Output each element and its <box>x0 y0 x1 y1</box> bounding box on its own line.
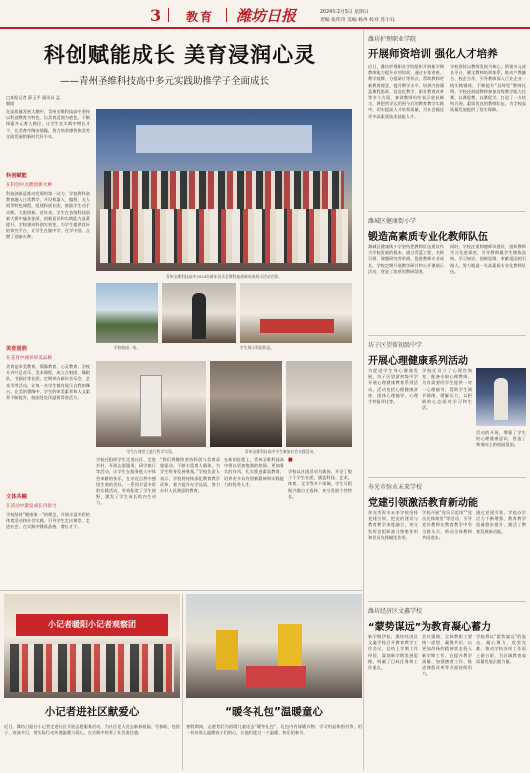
divider-4 <box>368 601 526 602</box>
gift-boxes <box>246 666 306 688</box>
kicker-health-street: 潍城区健康街小学 <box>368 218 417 225</box>
text-little-reporters: 近日，潍坊日报社小记者走进社区开展志愿服务活动，为社区老人送去新春祝福，写春联、包饺子、表演节目，用实际行动传递温暖与爱心，在实践中培养了社会责任感。 <box>4 724 180 736</box>
sub-label-2: 美育浸润 <box>6 346 27 352</box>
banner-text: 小记者暖阳小记者观察团 <box>48 620 136 629</box>
caption-1: 青州圣维科技高中2024年新年音乐会暨科技创新成果展示活动合影。 <box>166 274 282 279</box>
text-nursing-1: 近日，潍坊护理职业学院组织开展新学期教师能力提升专项培训，通过专家讲座、教学观摩、分组研讨等形式，帮助教师更新教育理念，提升教学水平。培训内容涵盖课程思政、信息化教学、职业教育改革等多个方面，参训教师纷纷表示收获颇丰，将把所学运用到今后的教育教学实践中，切实提高人才培养质量，为社会输送更多高素质技术技能人才。 <box>368 64 444 119</box>
headline-little-reporters: 小记者进社区献爱心 <box>44 706 140 718</box>
sub-heading-3: 在活动中激发成长内驱力 <box>6 504 57 509</box>
people-row-front <box>100 209 348 263</box>
divider-bottom <box>0 590 362 591</box>
lead-text-5: “我们将继续坚持科创与美育双轮驱动，不断丰富育人载体，为学生终身发展奠基。”学校负责人表示，学校将持续深化教育教学改革，着力提升办学品质，努力办好人民满意的教育。 <box>160 457 220 494</box>
text-fangzi-1: 为促进学生身心健康发展，坊子区望留初级中学开展心理健康教育系列活动。活动包括心理健康讲座、团体心理辅导、心理手抄报评比等。 <box>368 368 418 405</box>
lead-text-3: 学校坚持“健康第一”的理念，开展丰富多彩的体育活动和社会实践，引导学生走出课堂、走进社会，在实践中锤炼品格、增长才干。 <box>6 512 90 530</box>
text-fangzi-3: 活动的开展，增强了学生的心理健康意识，营造了和谐向上的校园氛围。 <box>476 430 526 448</box>
caption-3: 学生展示科创作品。 <box>239 345 275 350</box>
paper-logo: 潍坊日报 <box>236 7 297 25</box>
yellow-vest-2 <box>278 624 302 670</box>
yellow-vest-1 <box>216 630 238 670</box>
fangzi-figure <box>494 378 508 420</box>
lead-subheadline: ——青州圣维科技高中多元实践助推学子全面成长 <box>60 76 270 87</box>
lead-text-2: 美育是审美教育、情操教育、心灵教育。学校开齐开足音乐、美术课程，成立合唱团、舞蹈队、书画社等社团，定期举办新年音乐会、艺术节等活动，让每一名学生都有展示自我的舞台。在美的熏陶中，学生的审美素养和人文素养不断提升，校园处处洋溢着青春活力。 <box>6 364 90 401</box>
sub-label-1: 科创赋能 <box>6 173 27 179</box>
red-banner <box>16 614 168 636</box>
stage-banner <box>136 125 312 153</box>
text-shouguang-3: 通过党建引领，学校办学活力不断增强，教育教学质量稳步提升，激活了教育发展新动能。 <box>476 510 526 534</box>
text-nursing-2: 学校坚持以教师发展为核心，搭建多元成长平台，健全教师培训体系，推动产教融合、校企合作，引导教师深入行业企业一线实践锻炼，不断提升“双师型”教师比例。学校还鼓励教师参加各级教学能力比赛，以赛促教、以赛促学，打造了一支结构合理、素质优良的教师队伍，为学校高质量发展提供了坚实保障。 <box>450 64 526 113</box>
section-name: 教育 <box>186 10 215 24</box>
lead-text-6: 在新的征程上，青州圣维科技高中将以更加饱满的热情、更加务实的作风，扎实推进素质教育，培养更多具有创新精神和实践能力的优秀人才。 <box>224 457 284 487</box>
lead-intro-text: 在高质量发展大潮中，青州圣维科技高中坚持以科创教育为特色、以美育浸润为底色，不断探索多元育人路径，让学生在实践中增长才干、在美育中陶冶情操，努力培养德智体美劳全面发展的新时代好少年。 <box>6 109 90 139</box>
article-shouguang <box>368 480 526 600</box>
caption-2: 学校校园一角。 <box>113 345 141 350</box>
divider-3 <box>368 477 526 478</box>
header-divider-2 <box>226 8 227 22</box>
campus-photo <box>96 283 158 343</box>
divider-2 <box>368 335 526 336</box>
lead-text-4: 学校还组织学生走进社区、走进乡村，开展志愿服务、研学旅行等活动，让学生在服务他人中体会奉献的快乐，在亲近自然中感悟生命的美好。一系列丰富多彩的实践活动，有效拓宽了学生视野，激发了学生成长的内生动力。 <box>96 457 156 506</box>
divider-1 <box>368 211 526 212</box>
exhibit-photo <box>162 283 236 343</box>
headline-health-street: 锻造高素质专业化教师队伍 <box>368 232 488 243</box>
classroom-photo <box>96 361 206 447</box>
text-economic-zone-1: 新学期伊始，潍坊经济区文鑫学校召开教育教学工作会议，总结上学期工作经验，谋划新学期发展思路，明确了目标任务和工作重点。 <box>368 634 418 671</box>
column-divider <box>363 30 364 770</box>
exhibit-photo-2 <box>240 283 352 343</box>
teacher-figure <box>140 375 162 437</box>
students-photo <box>210 361 282 447</box>
headline-warm-bag: “暖冬礼包”温暖童心 <box>225 706 323 718</box>
editors-line: 责编 张伟奇 美编 杨冉 校对 苏小钰 <box>320 18 395 23</box>
masthead <box>0 0 530 26</box>
article-warm-bag <box>186 594 362 770</box>
page-number: 3 <box>150 6 162 25</box>
volunteer-photo <box>4 594 180 698</box>
sub-label-4: ■ <box>288 457 293 463</box>
warm-bag-photo <box>186 594 362 698</box>
lead-headline: 科创赋能成长 美育浸润心灵 <box>43 43 317 67</box>
lead-text-1: 科技创新是推动发展的第一动力。学校将科创教育融入日常教学，开设机器人、编程、无人机等特色课程，组建科创社团，鼓励学生动手实践、大胆创新。近年来，学生在各级科技创新大赛中屡获佳绩，创新意识和实践能力显著提升。学校建成科创实验室，为学生提供良好的探究平台，让学生在做中学、在学中创，点燃了创新火种。 <box>6 191 90 240</box>
kicker-fangzi: 坊子区望留初级中学 <box>368 342 423 349</box>
volunteer-people <box>10 644 174 692</box>
lead-byline: □本报记者 薛玉平 通讯员 孟朝阳 <box>6 95 61 106</box>
header-divider <box>168 8 169 22</box>
text-health-street-1: 潍城区健康街小学坚持把教师队伍建设作为学校发展的根本，通过青蓝工程、名师引领、课题研究等举措，促进教师专业成长。学校定期开展教学研讨和公开课展示活动，营造了浓厚的教研氛围。 <box>368 244 444 274</box>
text-health-street-2: 同时，学校注重师德师风建设，组织教师学习先进事迹，引导教师做学生锤炼品格、学习知识、创新思维、奉献祖国的引路人，努力锻造一支高素质专业化教师队伍。 <box>450 244 526 274</box>
headline-nursing: 开展师资培训 强化人才培养 <box>368 48 498 60</box>
caption-5: 青州圣维科技高中学生参加社会实践活动。 <box>244 449 318 454</box>
text-economic-zone-3: 学校将以“蒙势谋远”的姿态，凝心聚力、攻坚克难，推动学校各项工作再上新台阶，为区域教育高质量发展贡献力量。 <box>476 634 526 664</box>
kicker-economic-zone: 潍坊经济区文鑫学校 <box>368 608 423 615</box>
kicker-nursing: 潍坊护理职业学院 <box>368 36 417 43</box>
date-line: 2024年2月5日 星期日 <box>320 10 369 15</box>
lead-text-7: 学校以社团活动为载体，开设了数十个学生社团，涵盖科技、艺术、体育、文学等多个领域，学生可根据兴趣自主选择，充分发展个性特长。 <box>288 469 352 499</box>
lead-article <box>0 29 360 589</box>
exhibit-person <box>192 293 206 339</box>
article-nursing-college <box>368 32 526 210</box>
article-economic-zone <box>368 604 526 770</box>
article-fangzi <box>368 338 526 476</box>
text-fangzi-2: 学校还设立了心理咨询室，配备专职心理教师，为有需要的学生提供一对一心理辅导，帮助学生调节情绪、缓解压力，以积极的心态面对学习和生活。 <box>422 368 472 411</box>
bottom-divider <box>182 594 183 770</box>
text-shouguang-2: 学校开展“党员示范岗”“党员先锋课堂”等活动，引导党员教师在教育教学中争当排头兵，带动全体教师共同进步。 <box>422 510 472 540</box>
people-row-back <box>104 171 344 211</box>
fangzi-photo <box>476 368 526 426</box>
caption-4: 学生在课堂上进行科学实验。 <box>126 449 176 454</box>
article-health-street <box>368 214 526 334</box>
kicker-shouguang: 寿光市弥水未来学校 <box>368 484 423 491</box>
headline-economic-zone: “蒙势谋远”为教育凝心蓄力 <box>368 622 492 633</box>
sub-heading-2: 在美育中涵养审美品格 <box>6 356 52 361</box>
headline-fangzi: 开展心理健康系列活动 <box>368 356 468 367</box>
group-photo <box>96 109 352 271</box>
sub-label-3: 文体共融 <box>6 494 27 500</box>
text-shouguang-1: 寿光市弥水未来学校坚持党建引领，把党的建设与教育教学深度融合，充分发挥党组织战斗堡垒作用和党员先锋模范作用。 <box>368 510 418 540</box>
exhibit-table <box>260 319 334 333</box>
text-warm-bag: 寒假期间，志愿者们为困境儿童送去“暖冬礼包”，礼包内有保暖衣物、学习用品和图书等，用一份份爱心温暖孩子们的心，让他们度过一个温暖、快乐的春节。 <box>186 724 362 736</box>
headline-shouguang: 党建引领激活教育新动能 <box>368 498 478 509</box>
text-economic-zone-2: 会议强调，全体教职工要统一思想、凝聚共识，以更加昂扬的精神状态投入新学期工作，在提升教学质量、加强德育工作、推进课程改革等方面持续用力。 <box>422 634 472 677</box>
article-little-reporters <box>4 594 180 770</box>
sub-heading-1: 在科创中点燃创新火种 <box>6 183 52 188</box>
practice-photo <box>286 361 352 447</box>
